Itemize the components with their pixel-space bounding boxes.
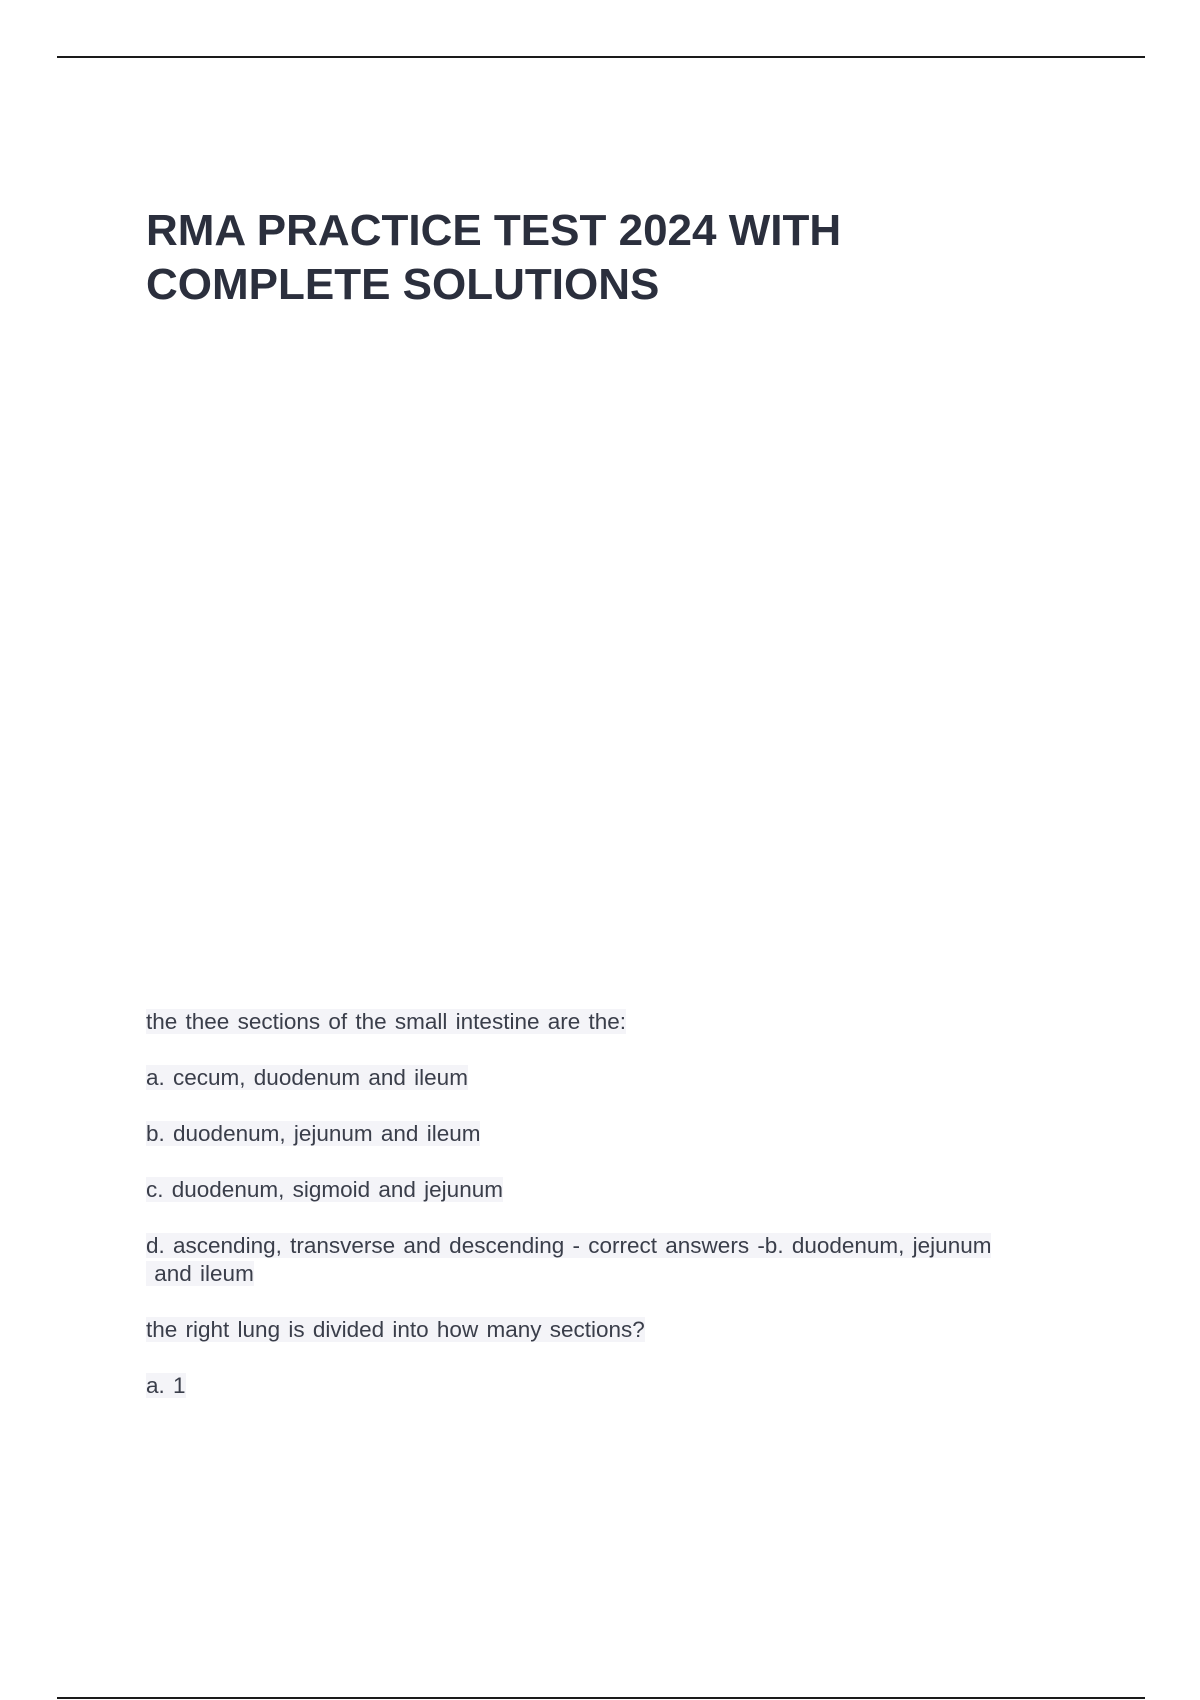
question-1-answer-continuation [146, 1260, 1066, 1288]
top-rule [57, 56, 1145, 58]
question-2-text-label: the right lung is divided into how many sections? [146, 1317, 645, 1342]
question-1-option-b [146, 1120, 1066, 1148]
bottom-rule [57, 1697, 1145, 1699]
option-c-label: c. duodenum, sigmoid and jejunum [146, 1177, 503, 1202]
question-1-option-c [146, 1176, 1066, 1204]
question-2-text [146, 1316, 1066, 1344]
option-d-label: d. ascending, transverse and descending - correct answers -b. duodenum, jejunum [146, 1233, 992, 1258]
option-b-label: b. duodenum, jejunum and ileum [146, 1121, 481, 1146]
question-content [146, 1008, 1066, 1400]
answer-continuation-label: and ileum [146, 1261, 254, 1286]
question-1-option-d [146, 1232, 1066, 1260]
option-a-label: a. cecum, duodenum and ileum [146, 1065, 468, 1090]
page-title: RMA PRACTICE TEST 2024 WITH COMPLETE SOLUTIONS [146, 206, 842, 309]
question-2-option-a-label: a. 1 [146, 1373, 186, 1398]
question-2-option-a [146, 1372, 1066, 1400]
question-1-text-label: the thee sections of the small intestine are the: [146, 1009, 627, 1034]
question-1-text [146, 1008, 1066, 1036]
question-1-option-a [146, 1064, 1066, 1092]
